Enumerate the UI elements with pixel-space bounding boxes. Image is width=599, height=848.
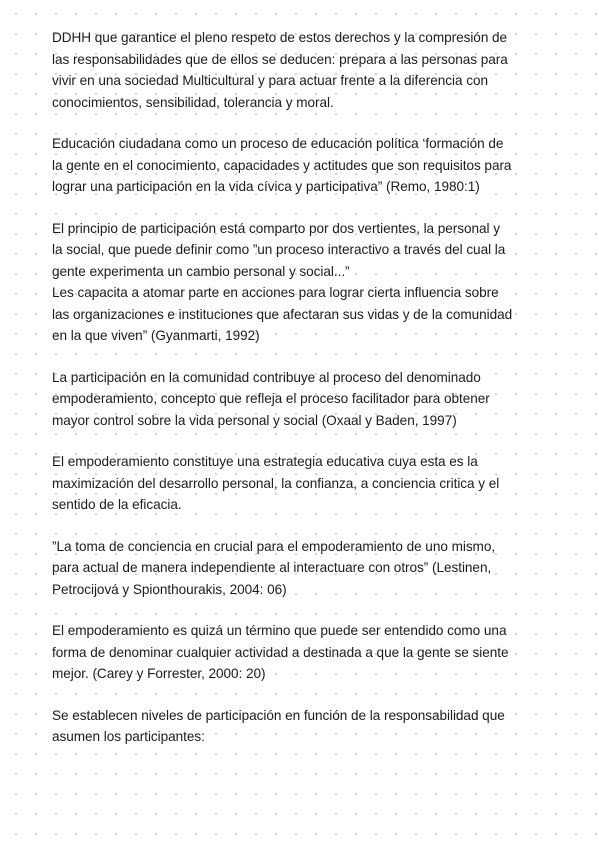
text-line: Educación ciudadana como un proceso de educación política ‘formación de (52, 136, 504, 151)
text-line: en la que viven” (Gyanmarti, 1992) (52, 328, 260, 343)
text-line: para actual de manera independiente al interactuare con otros” (Lestinen, (52, 560, 492, 575)
text-line: la social, que puede definir como ”un proceso interactivo a través del cual la (52, 242, 506, 257)
text-line: conocimientos, sensibilidad, tolerancia y moral. (52, 94, 334, 110)
paragraph-empoderamiento-termino (52, 620, 552, 685)
text-line: forma de denominar cualquier actividad a destinada a que la gente se siente (52, 644, 509, 660)
text-line: El principio de participación está comparto por dos vertientes, la personal y (52, 220, 501, 236)
text-line: sentido de la eficacia. (52, 497, 182, 512)
paragraph-empoderamiento-estrategia (52, 451, 552, 516)
text-line: gente experimenta un cambio personal y social...” (52, 263, 350, 279)
paragraph-principio-participacion (52, 218, 552, 347)
paragraph-toma-conciencia (52, 536, 552, 601)
text-line: las organizaciones e instituciones que afectaran sus vidas y de la comunidad (52, 306, 513, 322)
text-line: las responsabilidades que de ellos se deducen: prepara a las personas para (52, 51, 508, 67)
text-line: empoderamiento, concepto que refleja el proceso facilitador para obtener (52, 391, 490, 406)
text-line: vivir en una sociedad Multicultural y para actuar frente a la diferencia con (52, 73, 488, 88)
text-line: DDHH que garantice el pleno respeto de estos derechos y la compresión de (52, 30, 508, 45)
text-line: lograr una participación en la vida cívica y participativa” (Remo, 1980:1) (52, 179, 480, 194)
text-line: El empoderamiento constituye una estrategia educativa cuya esta es la (52, 454, 478, 469)
text-line: Les capacita a atomar parte en acciones para lograr cierta influencia sobre (52, 285, 499, 300)
text-line: La participación en la comunidad contribuye al proceso del denominado (52, 369, 481, 385)
text-line: El empoderamiento es quizá un término que puede ser entendido como una (52, 623, 507, 638)
paragraph-educacion-ciudadana (52, 133, 552, 198)
text-line: mayor control sobre la vida personal y social (Oxaal y Baden, 1997) (52, 412, 457, 428)
text-line: Petrocijová y Spionthourakis, 2004: 06) (52, 581, 287, 597)
text-line: asumen los participantes: (52, 729, 205, 744)
text-line: la gente en el conocimiento, capacidades y actitudes que son requisitos para (52, 157, 512, 173)
paragraph-niveles-participacion (52, 705, 552, 748)
text-line: maximización del desarrollo personal, la confianza, a conciencia critica y el (52, 475, 500, 491)
text-line: mejor. (Carey y Forrester, 2000: 20) (52, 666, 266, 681)
text-line: ”La toma de conciencia en crucial para el empoderamiento de uno mismo, (52, 538, 496, 554)
document-body (52, 27, 552, 768)
paragraph-ddhh (52, 27, 552, 113)
paragraph-participacion-comunidad (52, 367, 552, 432)
text-line: Se establecen niveles de participación en función de la responsabilidad que (52, 707, 505, 723)
